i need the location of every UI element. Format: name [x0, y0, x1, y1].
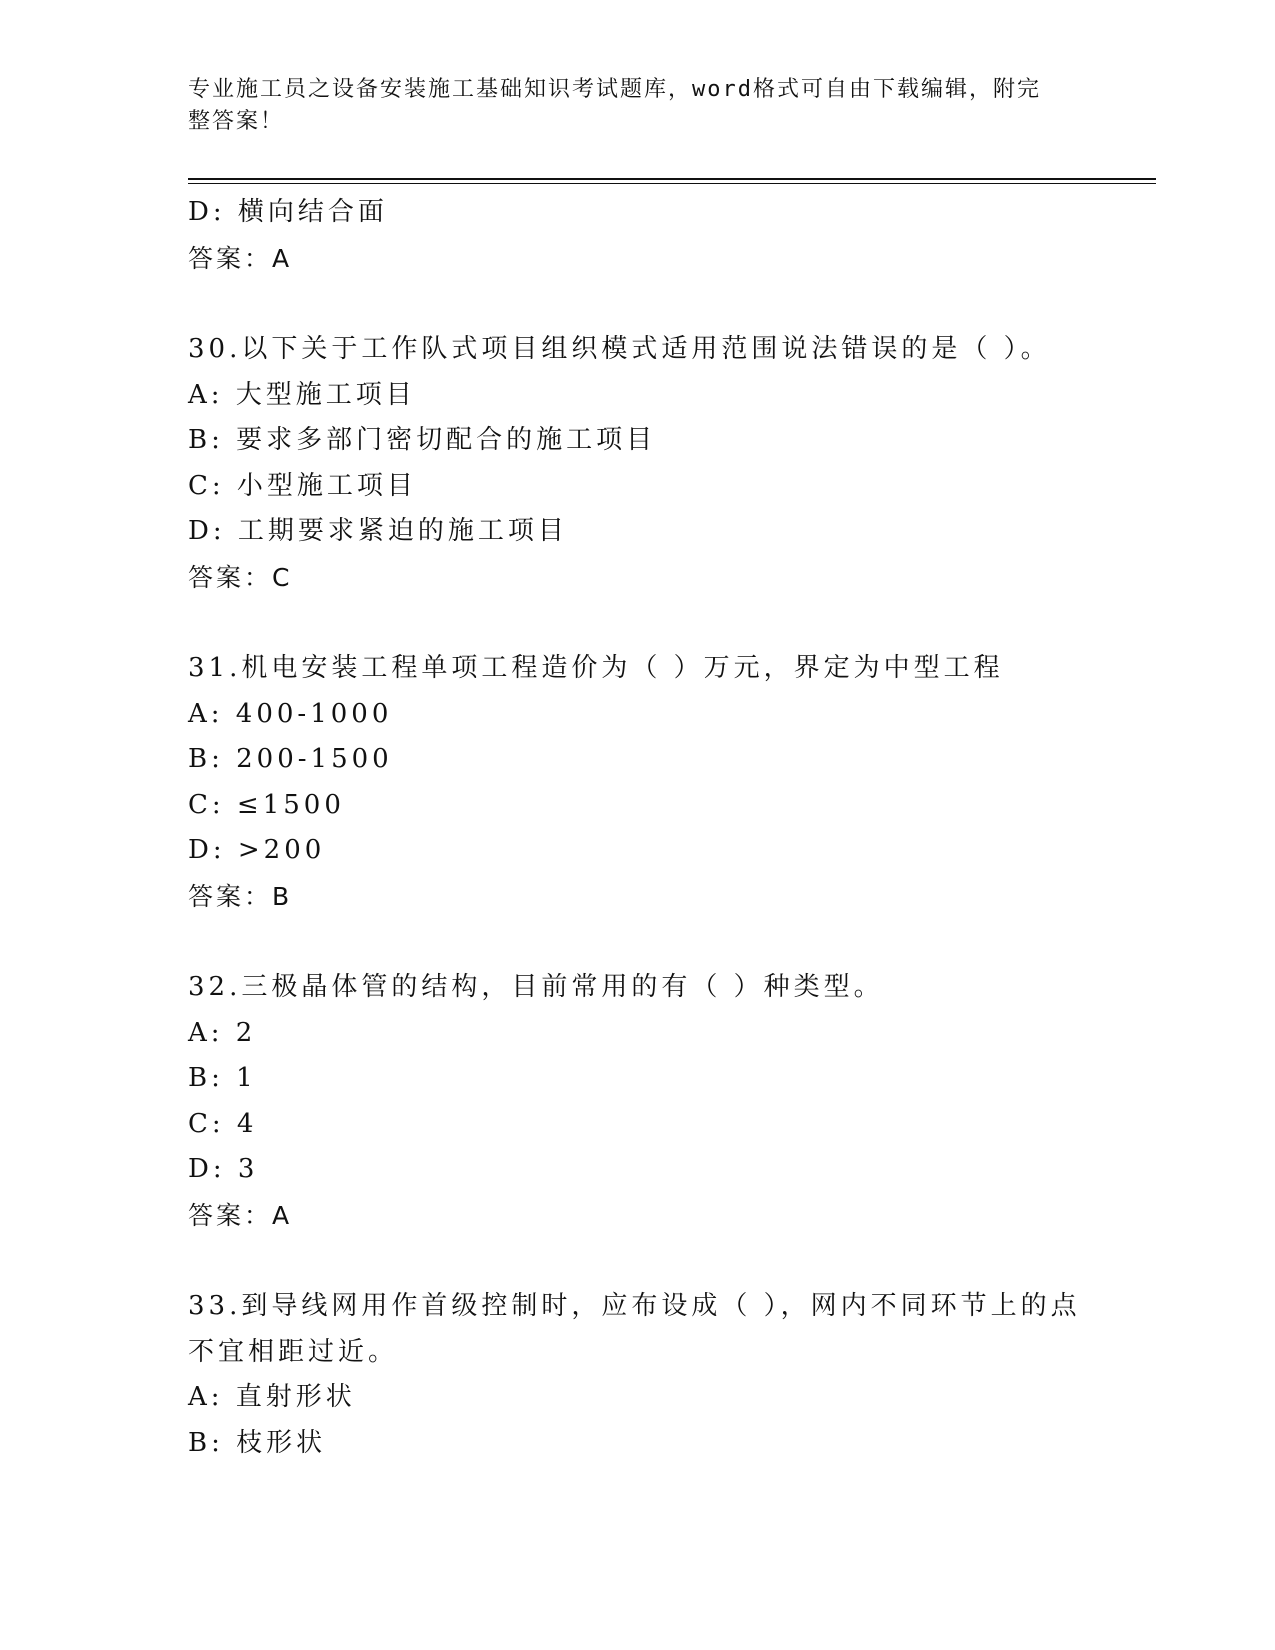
- option-d: D: >200: [188, 835, 326, 865]
- answer-line: 答案：B: [188, 881, 293, 911]
- spacer: [188, 281, 1148, 327]
- header-line-2: 整答案！: [188, 109, 285, 134]
- question-stem: 32.三极晶体管的结构，目前常用的有（ ）种类型。: [188, 972, 884, 1002]
- answer-line: 答案：A: [188, 243, 293, 273]
- option-c: C: 4: [188, 1108, 258, 1139]
- header-line-1: 专业施工员之设备安装施工基础知识考试题库，word格式可自由下载编辑，附完: [188, 77, 1041, 102]
- question-stem: 31.机电安装工程单项工程造价为（ ）万元，界定为中型工程: [188, 653, 1004, 683]
- question-list: [188, 190, 1148, 1466]
- option-b: B: 1: [188, 1063, 257, 1093]
- spacer: [188, 600, 1148, 646]
- option-c: C: 小型施工项目: [188, 470, 417, 501]
- option-c: C: ≤1500: [188, 789, 345, 820]
- option-d: D: 3: [188, 1154, 259, 1184]
- answer-line: 答案：A: [188, 1200, 293, 1230]
- option-d: D: 工期要求紧迫的施工项目: [188, 516, 568, 546]
- option-b: B: 200-1500: [188, 744, 393, 774]
- question-stem-line-2: 不宜相距过近。: [188, 1336, 399, 1367]
- question-stem-line-1: 33.到导线网用作首级控制时，应布设成（ ），网内不同环节上的点: [188, 1291, 1081, 1321]
- option-a: A: 400-1000: [188, 698, 393, 729]
- spacer: [188, 919, 1148, 965]
- option-a: A: 大型施工项目: [188, 379, 416, 410]
- header-divider-thick: [188, 178, 1156, 180]
- option-d: D: 横向结合面: [188, 197, 388, 227]
- option-a: A: 2: [188, 1017, 257, 1048]
- spacer: [188, 1238, 1148, 1284]
- page-header: [188, 74, 1088, 138]
- option-a: A: 直射形状: [188, 1382, 356, 1412]
- header-divider-thin: [188, 183, 1156, 184]
- option-b: B: 枝形状: [188, 1427, 327, 1458]
- answer-line: 答案：C: [188, 562, 293, 592]
- option-b: B: 要求多部门密切配合的施工项目: [188, 425, 657, 455]
- question-stem: 30.以下关于工作队式项目组织模式适用范围说法错误的是（ ）。: [188, 334, 1051, 364]
